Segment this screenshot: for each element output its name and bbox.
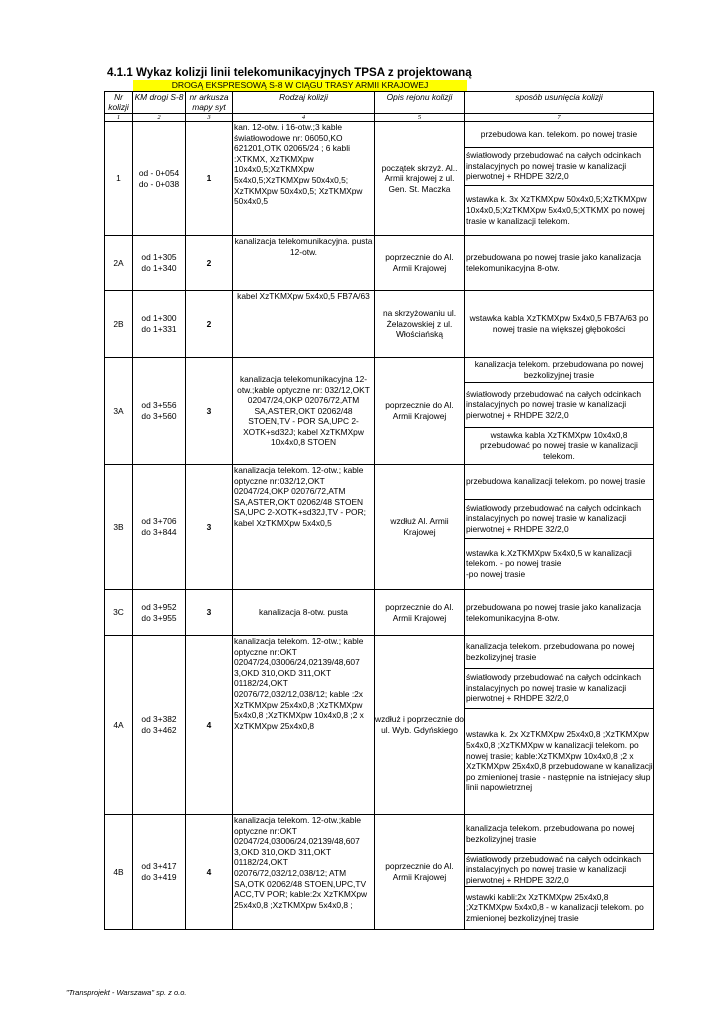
document-subtitle: DROGĄ EKSPRESOWĄ S-8 W CIĄGU TRASY ARMII KRAJOWEJ (133, 80, 467, 91)
table-row (105, 465, 654, 590)
removal-method-line: przebudowa kanalizacji telekom. po nowej trasie (466, 476, 646, 487)
removal-method-item (465, 382, 653, 427)
removal-method-item (465, 185, 653, 235)
removal-method-row (465, 636, 653, 668)
km-line: do 1+340 (141, 263, 177, 273)
removal-method-item (465, 122, 653, 147)
collision-type: kanalizacja 8-otw. pusta (233, 590, 375, 636)
removal-method-cell (465, 590, 654, 636)
removal-method-line: światłowody przebudować na całych odcinkach instalacyjnych po nowej trasie w kanalizacji pierwotnej + RHDPE 32/2,0 (466, 502, 642, 534)
removal-method-line: światłowody przebudować na całych odcinkach instalacyjnych po nowej trasie w kanalizacji pierwotnej + RHDPE 32/2,0 (466, 672, 642, 704)
removal-method-item (465, 815, 653, 853)
removal-method-line: wstawka k. 3x XzTKMXpw 50x4x0,5;XzTKMXpw 10x4x0,5;XzTKMXpw 5x4x0,5;XTKMX po nowej trasie w kanalizacji telekom. (466, 194, 647, 226)
removal-method-line: przebudowa kan. telekom. po nowej trasie (480, 128, 638, 139)
removal-method-item (465, 358, 653, 382)
collision-km (133, 636, 186, 815)
removal-method-row (465, 853, 653, 886)
removal-method-cell (465, 465, 654, 590)
removal-method-cell (465, 122, 654, 236)
removal-method-item (465, 465, 653, 499)
km-line: do 3+560 (141, 411, 177, 421)
removal-method-item (465, 147, 653, 185)
collision-sheet: 2 (186, 291, 233, 358)
km-line: od 1+300 (141, 313, 177, 324)
removal-method-list (465, 590, 653, 635)
header-nr: Nr kolizji (105, 92, 133, 114)
collision-table (104, 91, 654, 930)
removal-method-row (465, 499, 653, 538)
collision-number: 2B (105, 291, 133, 358)
removal-method-line: kanalizacja telekom. przebudowana po nowej bezkolizyjnej trasie (474, 359, 644, 380)
removal-method-item (465, 427, 653, 464)
column-number: 3 (186, 114, 233, 122)
column-number: 4 (233, 114, 375, 122)
removal-method-line: światłowody przebudować na całych odcinkach instalacyjnych po nowej trasie w kanalizacji pierwotnej + RHDPE 32/2,0 (466, 150, 642, 182)
km-line: od 3+706 (141, 516, 177, 527)
collision-type: kanalizacja telekom. 12-otw.; kable optyczne nr:032/12,OKT 02047/24,OKP 02076/72,ATM SA,ASTER,OKT 02062/48 STOEN SA,UPC 2-XOTK+sd32J,TV - POR; kabel XzTKMXpw 5x4x0,5 (233, 465, 375, 590)
km-line: do 1+331 (141, 324, 177, 334)
document-title: 4.1.1 Wykaz kolizji linii telekomunikacyjnych TPSA z projektowaną (107, 66, 472, 79)
removal-method-item (465, 708, 653, 814)
collision-number: 3B (105, 465, 133, 590)
km-line: do 3+419 (141, 872, 177, 882)
collision-sheet: 2 (186, 236, 233, 291)
removal-method-line: wstawka kabla XzTKMXpw 10x4x0,8 przebudować po nowej trasie w kanalizacji telekom. (480, 429, 638, 462)
removal-method-cell (465, 236, 654, 291)
km-line: od 3+417 (141, 861, 177, 872)
removal-method-line: światłowody przebudować na całych odcinkach instalacyjnych po nowej trasie w kanalizacji pierwotnej + RHDPE 32/2,0 (466, 388, 642, 420)
removal-method-cell (465, 636, 654, 815)
collision-type: kanalizacja telekomunikacyjna 12-otw.;kable optyczne nr: 032/12,OKT 02047/24,OKP 02076/72,ATM SA,ASTER,OKT 02062/48 STOEN,TV - POR SA,UPC 2- XOTK+sd32J; kabel XzTKMXpw 10x4x0,8 STOEN (233, 358, 375, 465)
removal-method-cell (465, 358, 654, 465)
collision-sheet: 3 (186, 590, 233, 636)
removal-method-list (465, 636, 653, 814)
collision-location: wzdłuż Al. Armii Krajowej (375, 465, 465, 590)
removal-method-line: wstawka k. 2x XzTKMXpw 25x4x0,8 ;XzTKMXpw 5x4x0,8 ;XzTKMXpw w kanalizacji telekom. po nowej trasie; kable:XzTKMXpw 10x4x0,8 ;2 x XzTKMXpw 25x4x0,8 przebudowane w kanalizacji po zmienionej trasie - następnie na istniejacy słup linii napowietrznej (466, 729, 653, 793)
removal-method-row (465, 382, 653, 427)
removal-method-list (465, 465, 653, 589)
header-rodzaj: Rodzaj kolizji (233, 92, 375, 114)
collision-km (133, 465, 186, 590)
collision-type: kanalizacja telekom. 12-otw.;kable optyczne nr:OKT 02047/24,03006/24,02139/48,607 3,OKD 310,OKD 311,OKT 01182/24,OKT 02076/72,032/12,038/12; ATM SA,OTK 02062/48 STOEN,UPC,TV ACC,TV POR; kable:2x XzTKMXpw 25x4x0,8 ;XzTKMXpw 5x4x0,8 ; (233, 815, 375, 930)
collision-sheet: 1 (186, 122, 233, 236)
table-row (105, 815, 654, 930)
collision-sheet: 4 (186, 636, 233, 815)
removal-method-item (465, 636, 653, 668)
column-number: 1 (105, 114, 133, 122)
collision-number: 4A (105, 636, 133, 815)
removal-method-line: wstawka kabla XzTKMXpw 5x4x0,5 FB7A/63 po nowej trasie na większej głębokości (469, 313, 649, 334)
removal-method-line: kanalizacja telekom. przebudowana po nowej bezkolizyjnej trasie (466, 641, 635, 662)
removal-method-line: -po nowej trasie (466, 569, 526, 580)
table-header-row (105, 92, 654, 114)
km-line: do - 0+038 (138, 178, 180, 189)
removal-method-item (465, 668, 653, 708)
header-arkusz: nr arkusza mapy syt (186, 92, 233, 114)
collision-type: kan. 12-otw. i 16-otw.;3 kable światłowodowe nr: 06050,KO 621201,OTK 02065/24 ; 6 kabli :XTKMX, XzTKMXpw 10x4x0,5;XzTKMXpw 5x4x0,5;XzTKMXpw 50x4x0,5; XzTKMXpw 50x4x0,5; XzTKMXpw 50x4x0,5 (233, 122, 375, 236)
column-number: 5 (375, 114, 465, 122)
removal-method-line: przebudowana po nowej trasie jako kanalizacja telekomunikacyjna 8-otw. (466, 252, 642, 273)
removal-method-list (465, 236, 653, 290)
collision-location: poprzecznie do Al. Armii Krajowej (375, 815, 465, 930)
km-line: od 3+382 (141, 714, 177, 725)
removal-method-list (465, 815, 653, 929)
removal-method-item (465, 853, 653, 886)
collision-type: kabel XzTKMXpw 5x4x0,5 FB7A/63 (233, 291, 375, 358)
collision-km (133, 590, 186, 636)
collision-number: 2A (105, 236, 133, 291)
table-row (105, 590, 654, 636)
collision-sheet: 4 (186, 815, 233, 930)
km-line: od 3+556 (141, 400, 177, 411)
collision-location: poprzecznie do Al. Armii Krajowej (375, 358, 465, 465)
removal-method-item (465, 236, 653, 290)
collision-km (133, 815, 186, 930)
table-row (105, 291, 654, 358)
collision-location: poprzecznie do Al. Armii Krajowej (375, 590, 465, 636)
removal-method-cell (465, 815, 654, 930)
removal-method-row (465, 886, 653, 929)
removal-method-row (465, 236, 653, 290)
header-sposob: sposób usunięcia kolizji (465, 92, 654, 114)
removal-method-list (465, 291, 653, 357)
removal-method-item (465, 291, 653, 357)
collision-number: 3C (105, 590, 133, 636)
removal-method-row (465, 122, 653, 147)
removal-method-row (465, 358, 653, 382)
collision-km (133, 291, 186, 358)
removal-method-row (465, 538, 653, 589)
removal-method-row (465, 590, 653, 635)
removal-method-cell (465, 291, 654, 358)
collision-number: 3A (105, 358, 133, 465)
removal-method-row (465, 668, 653, 708)
column-number: 2 (133, 114, 186, 122)
collision-km (133, 236, 186, 291)
column-number-row (105, 114, 654, 122)
table-row (105, 636, 654, 815)
removal-method-item (465, 499, 653, 538)
collision-sheet: 3 (186, 358, 233, 465)
collision-number: 1 (105, 122, 133, 236)
collision-location: wzdłuż i poprzecznie do ul. Wyb. Gdyńskiego (375, 636, 465, 815)
km-line: od 1+305 (141, 252, 177, 263)
collision-sheet: 3 (186, 465, 233, 590)
table-row (105, 358, 654, 465)
collision-location: na skrzyżowaniu ul. Żelazowskiej z ul. Włościańską (375, 291, 465, 358)
table-row (105, 122, 654, 236)
collision-type: kanalizacja telekom. 12-otw.; kable optyczne nr:OKT 02047/24,03006/24,02139/48,607 3,OKD 310,OKD 311,OKT 01182/24,OKT 02076/72,032/12,038/12; kable :2x XzTKMXpw 25x4x0,8 ;XzTKMXpw 5x4x0,8 ;XzTKMXpw 10x4x0,8 ;2 x XzTKMXpw 25x4x0,8 (233, 636, 375, 815)
column-number: 7 (465, 114, 654, 122)
header-km: KM drogi S-8 (133, 92, 186, 114)
removal-method-line: przebudowana po nowej trasie jako kanalizacja telekomunikacyjna 8-otw. (466, 601, 642, 623)
removal-method-item (465, 538, 653, 589)
removal-method-line: kanalizacja telekom. przebudowana po nowej bezkolizyjnej trasie (466, 823, 635, 844)
removal-method-line: światłowody przebudować na całych odcinkach instalacyjnych po nowej trasie w kanalizacji pierwotnej + RHDPE 32/2,0 (466, 853, 642, 885)
removal-method-row (465, 291, 653, 357)
footer-company: "Transprojekt - Warszawa" sp. z o.o. (66, 988, 187, 997)
removal-method-line: wstawka k.XzTKMXpw 5x4x0,5 w kanalizacji telekom. - po nowej trasie (466, 547, 632, 569)
removal-method-list (465, 358, 653, 464)
collision-km (133, 358, 186, 465)
collision-number: 4B (105, 815, 133, 930)
removal-method-row (465, 185, 653, 235)
collision-km (133, 122, 186, 236)
removal-method-list (465, 122, 653, 235)
removal-method-row (465, 427, 653, 464)
collision-type: kanalizacja telekomunikacyjna. pusta 12-otw. (233, 236, 375, 291)
header-opis: Opis rejonu kolizji (375, 92, 465, 114)
removal-method-row (465, 147, 653, 185)
km-line: od 3+952 (141, 601, 177, 612)
table-row (105, 236, 654, 291)
removal-method-item (465, 590, 653, 635)
removal-method-row (465, 465, 653, 499)
collision-location: poprzecznie do Al. Armii Krajowej (375, 236, 465, 291)
removal-method-row (465, 708, 653, 814)
km-line: do 3+955 (141, 612, 177, 623)
removal-method-line: wstawki kabli:2x XzTKMXpw 25x4x0,8 ;XzTKMXpw 5x4x0,8 - w kanalizacji telekom. po zmienionej bezkolizyjnej trasie (466, 891, 644, 924)
collision-location: początek skrzyż. Al.. Armii krajowej z ul. Gen. St. Maczka (375, 122, 465, 236)
removal-method-item (465, 886, 653, 929)
km-line: do 3+844 (141, 527, 177, 537)
km-line: do 3+462 (141, 725, 177, 735)
removal-method-row (465, 815, 653, 853)
km-line: od - 0+054 (138, 167, 180, 178)
